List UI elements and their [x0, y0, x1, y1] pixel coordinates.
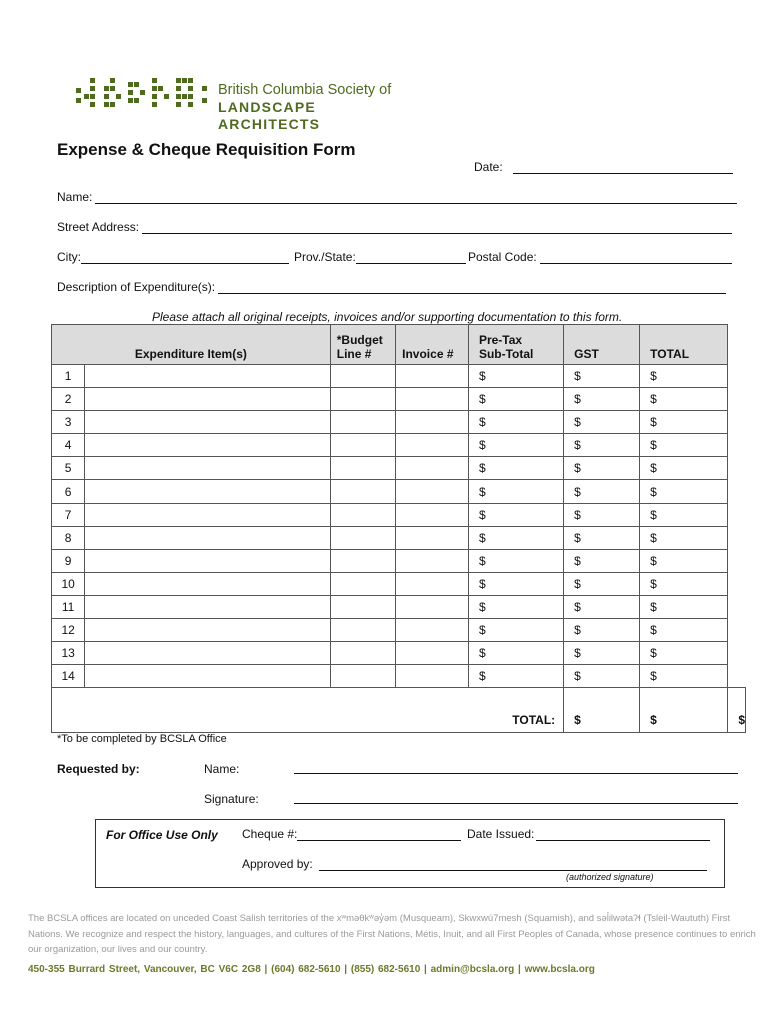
- logo-line-2: LANDSCAPE ARCHITECTS: [218, 99, 321, 132]
- gst-cell[interactable]: $: [564, 619, 640, 642]
- row-number: 10: [52, 572, 85, 595]
- budget-line-cell[interactable]: [330, 642, 395, 665]
- invoice-cell[interactable]: [396, 549, 469, 572]
- invoice-cell[interactable]: [396, 388, 469, 411]
- row-number: 8: [52, 526, 85, 549]
- invoice-cell[interactable]: [396, 365, 469, 388]
- invoice-cell[interactable]: [396, 572, 469, 595]
- subtotal-cell[interactable]: $: [468, 434, 563, 457]
- table-row: [52, 411, 746, 434]
- table-row: [52, 549, 746, 572]
- requested-by-label: Requested by:: [57, 762, 140, 776]
- cheque-label: Cheque #:: [242, 827, 298, 841]
- gst-cell[interactable]: $: [564, 365, 640, 388]
- prov-label: Prov./State:: [294, 250, 356, 264]
- header-invoice: Invoice #: [396, 325, 469, 365]
- budget-footnote: *To be completed by BCSLA Office: [57, 733, 227, 745]
- table-row: [52, 665, 746, 688]
- logo-line-1: British Columbia Society of: [218, 82, 392, 98]
- gst-cell[interactable]: $: [564, 388, 640, 411]
- table-header-row: [52, 325, 746, 365]
- form-title: Expense & Cheque Requisition Form: [57, 140, 356, 159]
- street-address-input[interactable]: [142, 221, 732, 234]
- subtotal-cell[interactable]: $: [468, 619, 563, 642]
- budget-line-cell[interactable]: [330, 619, 395, 642]
- table-row: [52, 365, 746, 388]
- bcsla-logo-text: [218, 82, 416, 133]
- bcsla-logo: [76, 78, 416, 132]
- approved-by-label: Approved by:: [242, 857, 313, 871]
- item-cell[interactable]: [85, 457, 331, 480]
- header-gst: GST: [564, 325, 640, 365]
- gst-cell[interactable]: $: [564, 526, 640, 549]
- date-label: Date:: [474, 160, 503, 174]
- budget-line-cell[interactable]: [330, 411, 395, 434]
- invoice-cell[interactable]: [396, 665, 469, 688]
- city-input[interactable]: [81, 251, 289, 264]
- item-cell[interactable]: [85, 503, 331, 526]
- office-use-title: For Office Use Only: [106, 828, 218, 842]
- land-acknowledgement: The BCSLA offices are located on unceded Coast Salish territories of the xʷməθkʷəy̓əm (Musqueam), Skwxwú7mesh (Squamish), and səl̓ilwətaʔɬ (Tsleil-Waututh) First Nations. We recognize and respect the history, languages, and cultures of the First Nations, Métis, Inuit, and all First Peoples of Canada, whose presence continues to enrich our organization, our lives and our country.: [28, 913, 756, 955]
- gst-cell[interactable]: $: [564, 595, 640, 618]
- row-number: 5: [52, 457, 85, 480]
- authorized-signature-note: (authorized signature): [566, 872, 654, 882]
- invoice-cell[interactable]: [396, 595, 469, 618]
- budget-line-cell[interactable]: [330, 595, 395, 618]
- subtotal-cell[interactable]: $: [468, 572, 563, 595]
- budget-line-cell[interactable]: [330, 503, 395, 526]
- name-input[interactable]: [95, 191, 737, 204]
- description-label: Description of Expenditure(s):: [57, 280, 216, 294]
- prov-field: [294, 250, 466, 264]
- budget-line-cell[interactable]: [330, 388, 395, 411]
- item-cell[interactable]: [85, 365, 331, 388]
- subtotal-cell[interactable]: $: [468, 388, 563, 411]
- street-address-label: Street Address:: [57, 220, 140, 234]
- total-cell[interactable]: $: [640, 434, 728, 457]
- subtotal-cell[interactable]: $: [468, 480, 563, 503]
- total-label: TOTAL:: [52, 688, 564, 733]
- gst-cell[interactable]: $: [564, 480, 640, 503]
- street-address-field: [57, 220, 732, 234]
- table-row: [52, 503, 746, 526]
- total-cell[interactable]: $: [640, 549, 728, 572]
- name-label: Name:: [57, 190, 93, 204]
- invoice-cell[interactable]: [396, 619, 469, 642]
- bcsla-logo-mark-icon: [76, 78, 210, 114]
- subtotal-cell[interactable]: $: [468, 457, 563, 480]
- total-total-cell[interactable]: $: [728, 688, 746, 733]
- requested-name-label: Name:: [204, 762, 240, 776]
- subtotal-cell[interactable]: $: [468, 595, 563, 618]
- subtotal-cell[interactable]: $: [468, 365, 563, 388]
- total-cell[interactable]: $: [640, 642, 728, 665]
- row-number: 11: [52, 595, 85, 618]
- contact-info: 450-355 Burrard Street, Vancouver, BC V6C 2G8 | (604) 682-5610 | (855) 682-5610 | admin@bcsla.org | www.bcsla.org: [28, 964, 595, 975]
- description-input[interactable]: [218, 281, 726, 294]
- total-subtotal-cell[interactable]: $: [564, 688, 640, 733]
- total-cell[interactable]: $: [640, 365, 728, 388]
- total-cell[interactable]: $: [640, 595, 728, 618]
- budget-line-cell[interactable]: [330, 526, 395, 549]
- subtotal-cell[interactable]: $: [468, 665, 563, 688]
- description-field: [57, 280, 726, 294]
- gst-cell[interactable]: $: [564, 434, 640, 457]
- row-number: 1: [52, 365, 85, 388]
- table-row: [52, 595, 746, 618]
- prov-input[interactable]: [356, 251, 466, 264]
- name-field: [57, 190, 737, 204]
- row-number: 9: [52, 549, 85, 572]
- date-field: [474, 160, 733, 174]
- item-cell[interactable]: [85, 665, 331, 688]
- item-cell[interactable]: [85, 388, 331, 411]
- gst-cell[interactable]: $: [564, 572, 640, 595]
- budget-line-cell[interactable]: [330, 457, 395, 480]
- total-cell[interactable]: $: [640, 526, 728, 549]
- table-row: [52, 457, 746, 480]
- subtotal-cell[interactable]: $: [468, 549, 563, 572]
- subtotal-cell[interactable]: $: [468, 642, 563, 665]
- header-total: TOTAL: [640, 325, 728, 365]
- item-cell[interactable]: [85, 434, 331, 457]
- table-row: [52, 434, 746, 457]
- date-issued-input[interactable]: [536, 828, 710, 841]
- invoice-cell[interactable]: [396, 503, 469, 526]
- invoice-cell[interactable]: [396, 411, 469, 434]
- postal-input[interactable]: [540, 251, 732, 264]
- city-label: City:: [57, 250, 81, 264]
- gst-cell[interactable]: $: [564, 642, 640, 665]
- row-number: 7: [52, 503, 85, 526]
- gst-cell[interactable]: $: [564, 665, 640, 688]
- row-number: 12: [52, 619, 85, 642]
- item-cell[interactable]: [85, 619, 331, 642]
- total-cell[interactable]: $: [640, 457, 728, 480]
- table-row: [52, 480, 746, 503]
- item-cell[interactable]: [85, 480, 331, 503]
- total-cell[interactable]: $: [640, 619, 728, 642]
- invoice-cell[interactable]: [396, 457, 469, 480]
- row-number: 14: [52, 665, 85, 688]
- header-budget-line: *Budget Line #: [330, 325, 395, 365]
- budget-line-cell[interactable]: [330, 434, 395, 457]
- table-row: [52, 526, 746, 549]
- total-cell[interactable]: $: [640, 572, 728, 595]
- budget-line-cell[interactable]: [330, 572, 395, 595]
- row-number: 2: [52, 388, 85, 411]
- postal-field: [468, 250, 732, 264]
- budget-line-cell[interactable]: [330, 480, 395, 503]
- item-cell[interactable]: [85, 526, 331, 549]
- cheque-field: [242, 827, 461, 841]
- city-field: [57, 250, 289, 264]
- item-cell[interactable]: [85, 595, 331, 618]
- invoice-cell[interactable]: [396, 434, 469, 457]
- table-total-row: [52, 688, 746, 733]
- item-cell[interactable]: [85, 549, 331, 572]
- row-number: 13: [52, 642, 85, 665]
- invoice-cell[interactable]: [396, 526, 469, 549]
- office-use-box: [95, 819, 725, 888]
- requested-name-input[interactable]: [294, 760, 738, 774]
- gst-cell[interactable]: $: [564, 411, 640, 434]
- gst-cell[interactable]: $: [564, 549, 640, 572]
- invoice-cell[interactable]: [396, 480, 469, 503]
- item-cell[interactable]: [85, 411, 331, 434]
- budget-line-cell[interactable]: [330, 549, 395, 572]
- signature-input[interactable]: [294, 790, 738, 804]
- date-issued-field: [467, 827, 710, 841]
- total-cell[interactable]: $: [640, 503, 728, 526]
- row-number: 3: [52, 411, 85, 434]
- table-row: [52, 572, 746, 595]
- cheque-input[interactable]: [297, 828, 461, 841]
- item-cell[interactable]: [85, 572, 331, 595]
- item-cell[interactable]: [85, 642, 331, 665]
- signature-label: Signature:: [204, 792, 259, 806]
- subtotal-cell[interactable]: $: [468, 526, 563, 549]
- gst-cell[interactable]: $: [564, 503, 640, 526]
- invoice-cell[interactable]: [396, 642, 469, 665]
- table-row: [52, 642, 746, 665]
- header-expenditure-item: Expenditure Item(s): [52, 325, 331, 365]
- date-input[interactable]: [513, 161, 733, 174]
- date-issued-label: Date Issued:: [467, 827, 535, 841]
- approved-by-field: [242, 857, 707, 871]
- postal-label: Postal Code:: [468, 250, 537, 264]
- approved-by-input[interactable]: [319, 858, 707, 871]
- total-gst-cell[interactable]: $: [640, 688, 728, 733]
- header-pretax-subtotal: Pre-Tax Sub-Total: [468, 325, 563, 365]
- total-cell[interactable]: $: [640, 480, 728, 503]
- attach-note: Please attach all original receipts, invoices and/or supporting documentation to this form.: [152, 310, 623, 324]
- budget-line-cell[interactable]: [330, 365, 395, 388]
- total-cell[interactable]: $: [640, 388, 728, 411]
- row-number: 4: [52, 434, 85, 457]
- total-cell[interactable]: $: [640, 665, 728, 688]
- table-row: [52, 388, 746, 411]
- subtotal-cell[interactable]: $: [468, 411, 563, 434]
- expenditure-table: [51, 324, 746, 733]
- gst-cell[interactable]: $: [564, 457, 640, 480]
- row-number: 6: [52, 480, 85, 503]
- total-cell[interactable]: $: [640, 411, 728, 434]
- table-row: [52, 619, 746, 642]
- budget-line-cell[interactable]: [330, 665, 395, 688]
- subtotal-cell[interactable]: $: [468, 503, 563, 526]
